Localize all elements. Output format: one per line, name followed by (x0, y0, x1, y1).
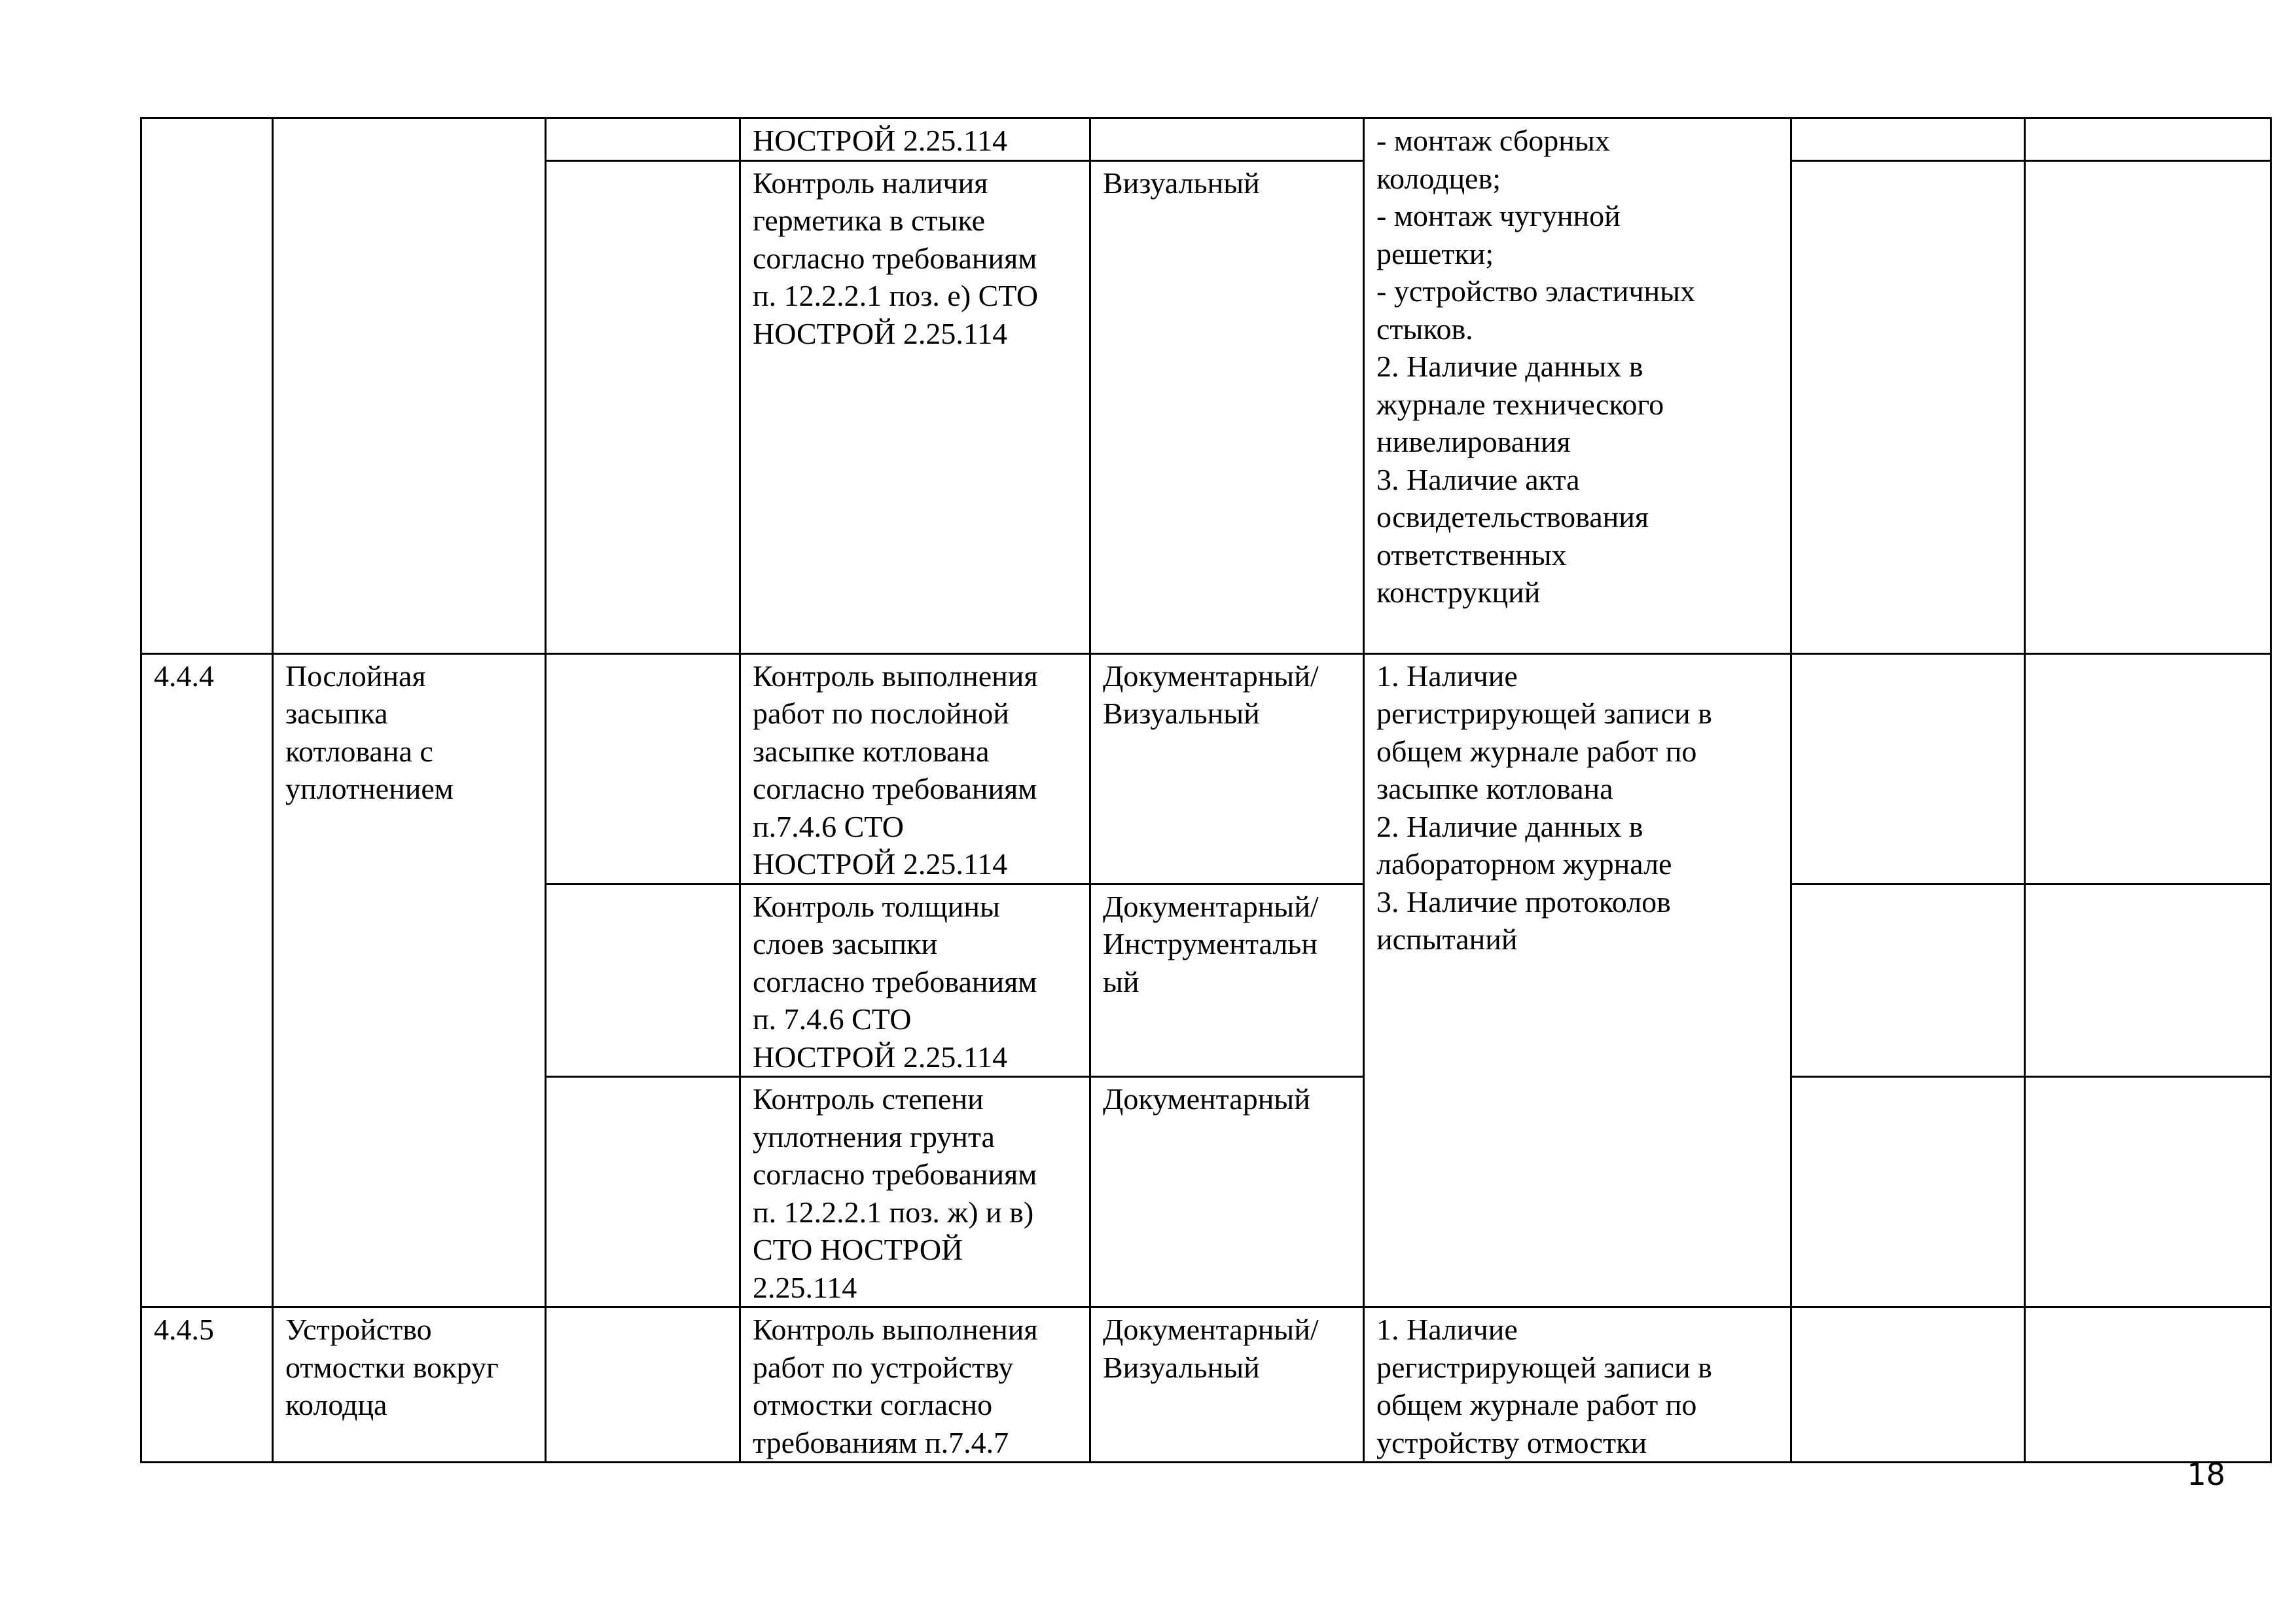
cell-control-result: - монтаж сборных колодцев; - монтаж чугунной решетки; - устройство эластичных стыков. 2. Наличие данных в журнале технического нивелирования 3. Наличие акта освидетельствования ответственных конструкций (1364, 119, 1791, 654)
cell-control-description: Контроль наличия герметика в стыке согласно требованиям п. 12.2.2.1 поз. е) СТО НОСТРОЙ 2.25.114 (740, 160, 1090, 653)
cell-blank (1791, 884, 2025, 1077)
cell-blank (1791, 1077, 2025, 1307)
cell-work-name: Устройство отмостки вокруг колодца (273, 1307, 546, 1463)
table-row (141, 119, 2271, 161)
cell-blank (2025, 653, 2271, 884)
cell-blank (2025, 1307, 2271, 1463)
table-row (141, 1307, 2271, 1463)
cell-blank (1791, 160, 2025, 653)
document-table (140, 117, 2272, 1463)
cell-control-description: Контроль выполнения работ по устройству отмостки согласно требованиям п.7.4.7 (740, 1307, 1090, 1463)
table-row (141, 653, 2271, 884)
cell-blank (546, 119, 740, 161)
page-number: 18 (2187, 1457, 2225, 1492)
cell-item-number: 4.4.4 (141, 653, 273, 1307)
cell-control-method: Документарный/ Визуальный (1090, 653, 1364, 884)
cell-blank (1791, 653, 2025, 884)
cell-blank (2025, 119, 2271, 161)
cell-item-number: 4.4.5 (141, 1307, 273, 1463)
cell-control-method: Документарный/ Визуальный (1090, 1307, 1364, 1463)
cell-control-description: Контроль степени уплотнения грунта согласно требованиям п. 12.2.2.1 поз. ж) и в) СТО НОСТРОЙ 2.25.114 (740, 1077, 1090, 1307)
cell-blank (2025, 884, 2271, 1077)
cell-blank (1791, 1307, 2025, 1463)
cell-control-method (1090, 119, 1364, 161)
cell-control-result: 1. Наличие регистрирующей записи в общем журнале работ по засыпке котлована 2. Наличие данных в лабораторном журнале 3. Наличие протоколов испытаний (1364, 653, 1791, 1307)
cell-blank (546, 160, 740, 653)
cell-work-name: Послойная засыпка котлована с уплотнением (273, 653, 546, 1307)
cell-blank (546, 1077, 740, 1307)
cell-control-method: Визуальный (1090, 160, 1364, 653)
cell-blank (1791, 119, 2025, 161)
cell-control-description: Контроль толщины слоев засыпки согласно требованиям п. 7.4.6 СТО НОСТРОЙ 2.25.114 (740, 884, 1090, 1077)
cell-item-number (141, 119, 273, 654)
cell-control-description: НОСТРОЙ 2.25.114 (740, 119, 1090, 161)
cell-blank (2025, 160, 2271, 653)
cell-blank (546, 1307, 740, 1463)
cell-blank (546, 884, 740, 1077)
cell-control-method: Документарный/ Инструментальн ый (1090, 884, 1364, 1077)
cell-work-name (273, 119, 546, 654)
cell-blank (2025, 1077, 2271, 1307)
cell-control-description: Контроль выполнения работ по послойной засыпке котлована согласно требованиям п.7.4.6 СТО НОСТРОЙ 2.25.114 (740, 653, 1090, 884)
cell-control-result: 1. Наличие регистрирующей записи в общем журнале работ по устройству отмостки (1364, 1307, 1791, 1463)
cell-control-method: Документарный (1090, 1077, 1364, 1307)
cell-blank (546, 653, 740, 884)
